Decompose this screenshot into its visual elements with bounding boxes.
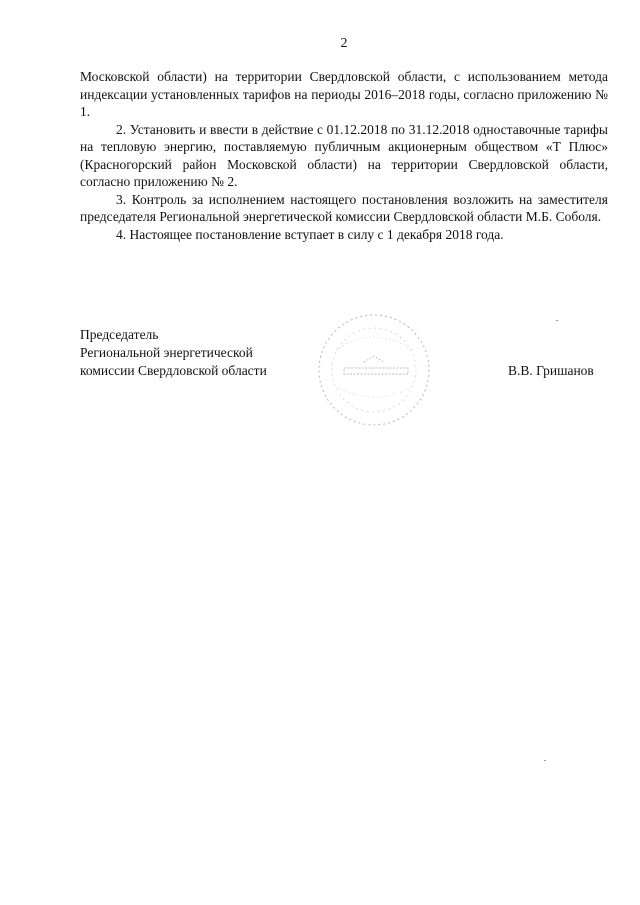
signatory-name: В.В. Гришанов [508,363,594,378]
paragraph-continuation: Московской области) на территории Свердловской области, с использованием метода индексации установленных тарифов на периоды 2016–2018 годы, согласно приложению № 1. [80,69,608,119]
document-body [80,68,608,243]
paragraph-item-2: 2. Установить и ввести в действие с 01.12.2018 по 31.12.2018 одноставочные тарифы на тепловую энергию, поставляемую публичным акционерным обществом «Т Плюс» (Красногорский район Московской области) на территории Свердловской области, согласно приложению № 2. [80,121,608,189]
scan-speck [544,760,546,761]
position-line: комиссии Свердловской области [80,363,267,378]
paragraph-item-3: 3. Контроль за исполнением настоящего постановления возложить на заместителя председателя Региональной энергетической комиссии Свердловской области М.Б. Соболя. [80,191,608,224]
paragraph-item-4: 4. Настоящее постановление вступает в силу с 1 декабря 2018 года. [116,226,504,242]
official-seal [314,310,434,430]
page-number: 2 [340,36,348,51]
position-line: Региональной энергетической [80,345,253,360]
position-line: Председатель [80,327,159,342]
signatory-position [80,326,267,380]
scan-speck [556,320,558,321]
